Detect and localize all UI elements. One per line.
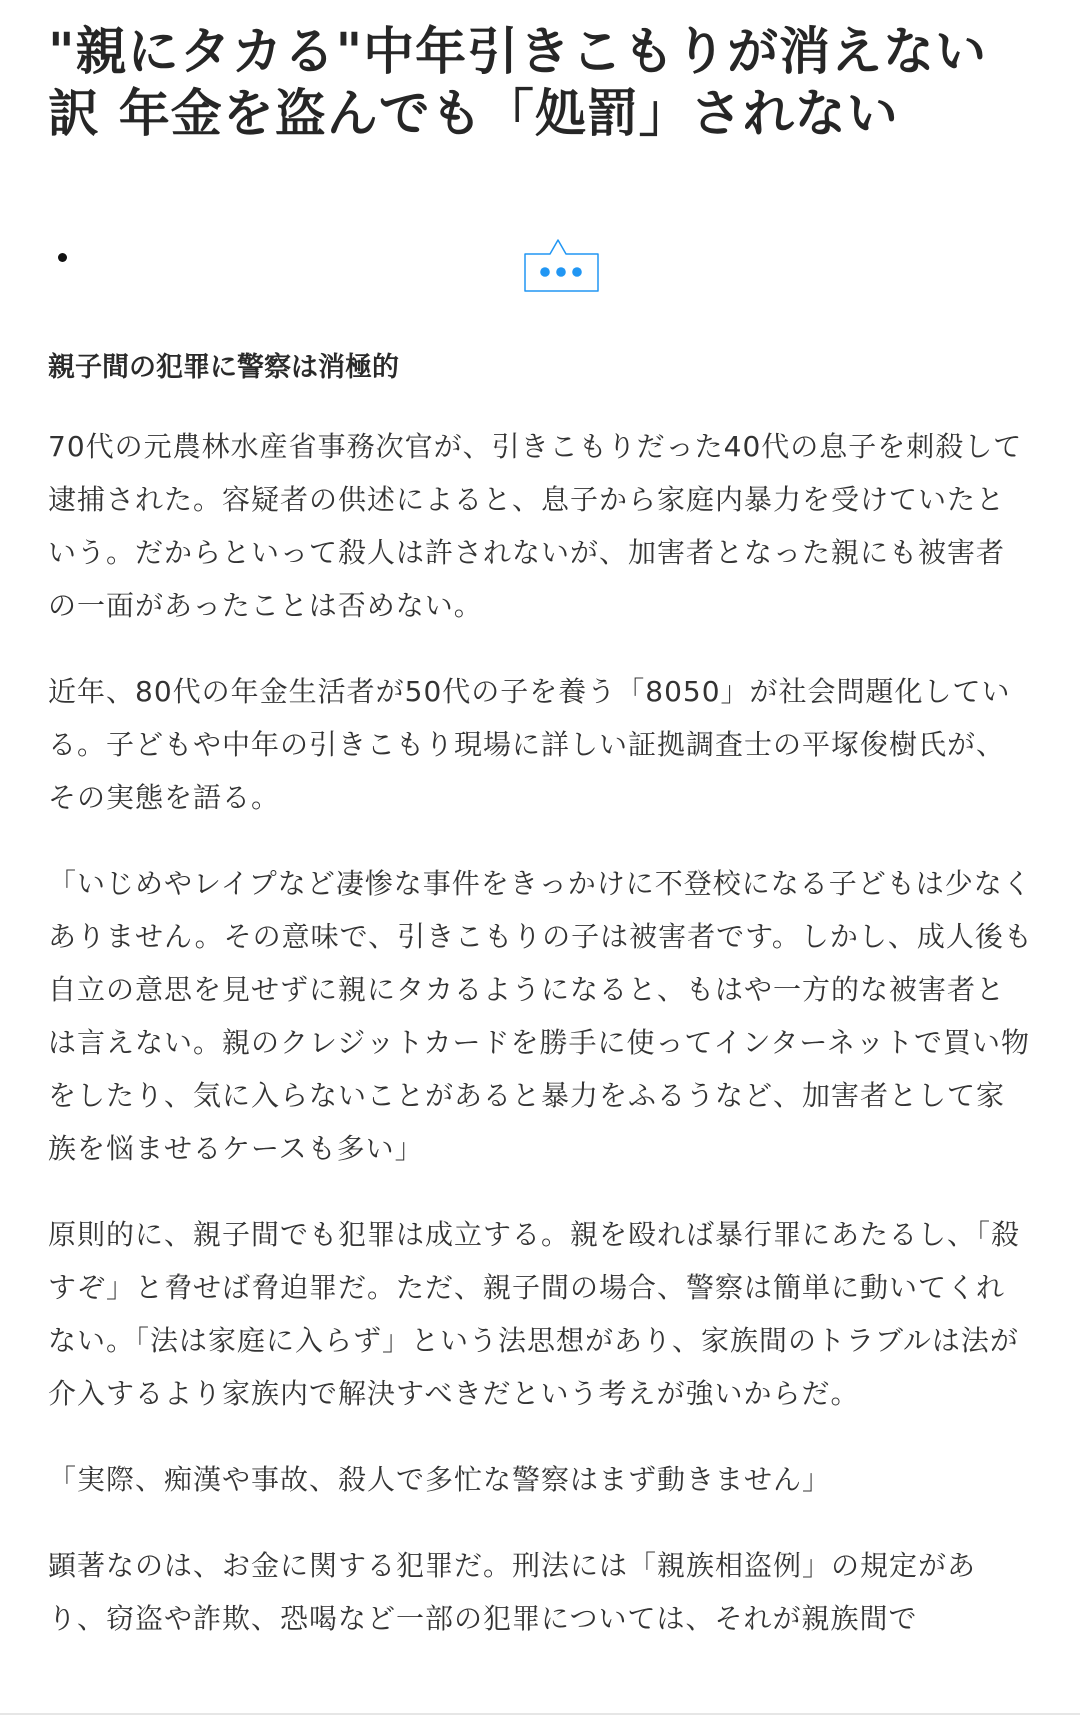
article-paragraph: 近年、80代の年金生活者が50代の子を養う「8050」が社会問題化している。子どもや中年の引きこもり現場に詳しい証拠調査士の平塚俊樹氏が、その実態を語る。 — [48, 675, 1011, 814]
article-paragraph: 「いじめやレイプなど凄惨な事件をきっかけに不登校になる子どもは少なくありません。その意味で、引きこもりの子は被害者です。しかし、成人後も自立の意思を見せずに親にタカるようになると、もはや一方的な被害者とは言えない。親のクレジットカードを勝手に使ってインターネットで買い物をしたり、気に入らないことがあると暴力をふるうなど、加害者として家族を悩ませるケースも多い」 — [48, 867, 1033, 1165]
article-paragraph: 顕著なのは、お金に関する犯罪だ。刑法には「親族相盗例」の規定があり、窃盗や詐欺、恐喝など一部の犯罪については、それが親族間で — [48, 1549, 977, 1635]
comment-bubble-icon[interactable] — [521, 234, 603, 294]
share-row — [48, 234, 1033, 304]
list-bullet — [58, 253, 67, 262]
article-paragraph: 「実際、痴漢や事故、殺人で多忙な警察はまず動きません」 — [48, 1463, 832, 1496]
article — [48, 0, 1033, 1645]
section-heading: 親子間の犯罪に警察は消極的 — [48, 352, 399, 383]
article-paragraph: 70代の元農林水産省事務次官が、引きこもりだった40代の息子を刺殺して逮捕された。容疑者の供述によると、息子から家庭内暴力を受けていたという。だからといって殺人は許されないが、加害者となった親にも被害者の一面があったことは否めない。 — [48, 430, 1023, 622]
article-title: "親にタカる"中年引きこもりが消えない訳 年金を盗んでも「処罰」されない — [48, 23, 988, 144]
article-paragraph: 原則的に、親子間でも犯罪は成立する。親を殴れば暴行罪にあたるし、「殺すぞ」と脅せば脅迫罪だ。ただ、親子間の場合、警察は簡単に動いてくれない。「法は家庭に入らず」という法思想があり、家族間のトラブルは法が介入するより家族内で解決すべきだという考えが強いからだ。 — [48, 1218, 1021, 1410]
